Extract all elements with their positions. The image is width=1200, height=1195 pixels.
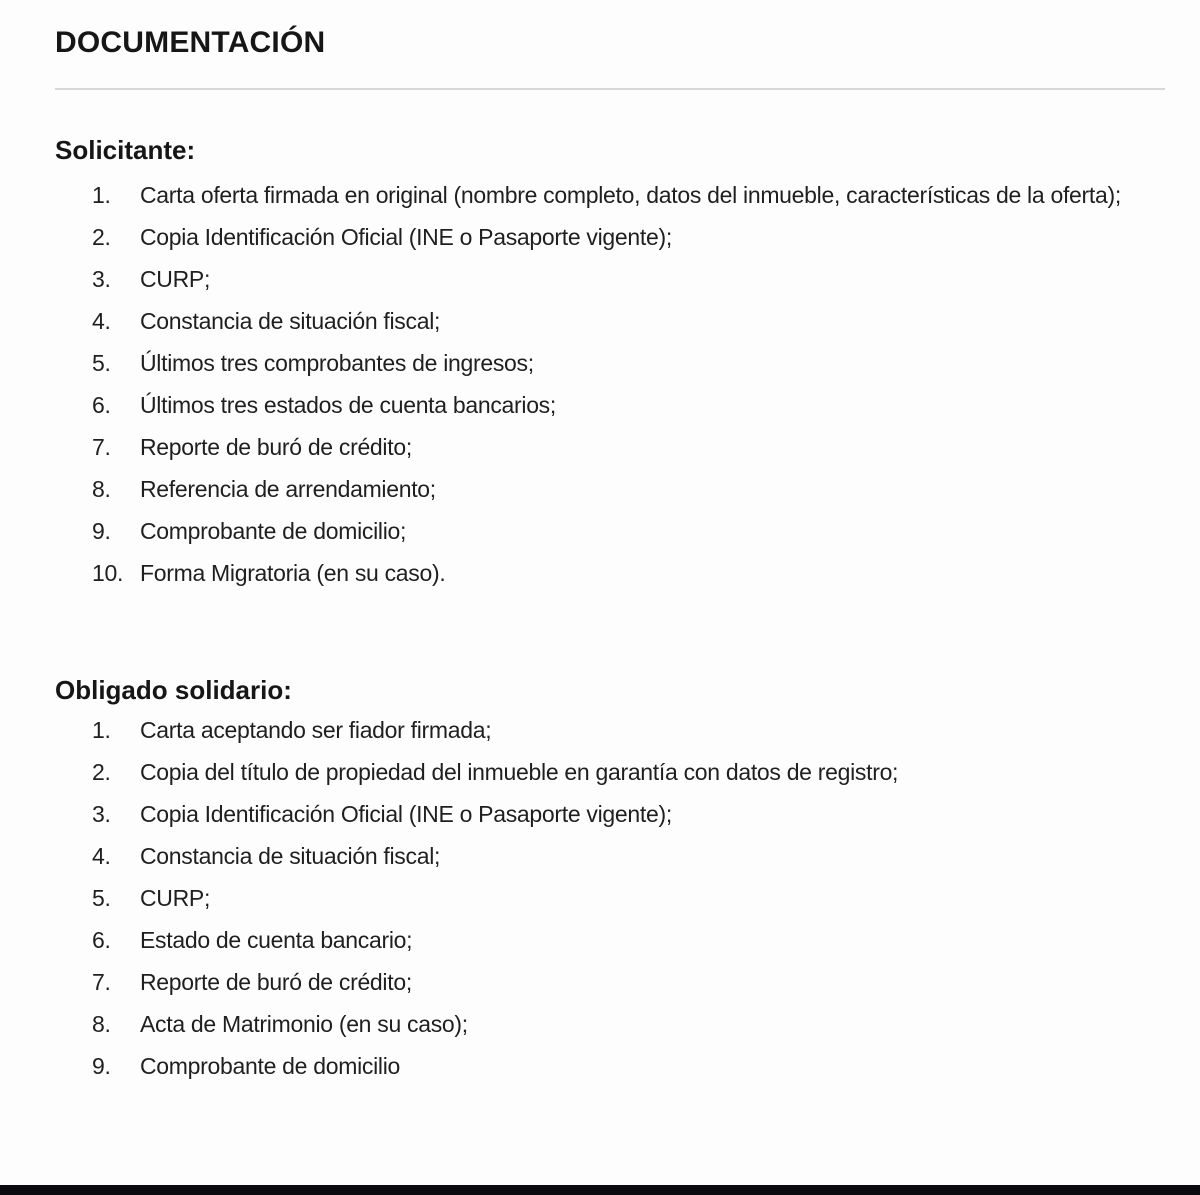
list-item-text: Carta aceptando ser fiador firmada;: [140, 717, 492, 743]
list-item-number: 8.: [92, 476, 111, 502]
list-item-number: 1.: [92, 182, 111, 208]
list-item-text: CURP;: [140, 885, 211, 911]
list-item-number: 5.: [92, 350, 111, 376]
list-item-text: Comprobante de domicilio: [140, 1053, 400, 1079]
list-item-number: 3.: [92, 266, 111, 292]
list-item-number: 9.: [92, 518, 111, 544]
list-item-number: 5.: [92, 885, 111, 911]
list-item: [92, 216, 1155, 258]
list-item-number: 4.: [92, 843, 111, 869]
list-item: [92, 426, 1155, 468]
list-item-text: CURP;: [140, 266, 211, 292]
list-item-text: Reporte de buró de crédito;: [140, 969, 412, 995]
list-item-number: 8.: [92, 1011, 111, 1037]
list-item: [92, 709, 1155, 751]
list-item: [92, 793, 1155, 835]
list-item-text: Acta de Matrimonio (en su caso);: [140, 1011, 468, 1037]
list-item-text: Forma Migratoria (en su caso).: [140, 560, 446, 586]
page-title: DOCUMENTACIÓN: [55, 26, 326, 59]
list-item-number: 6.: [92, 392, 111, 418]
list-item-number: 10.: [92, 560, 124, 586]
list-item: [92, 510, 1155, 552]
list-item-text: Copia Identificación Oficial (INE o Pasaporte vigente);: [140, 801, 672, 827]
list-item-number: 4.: [92, 308, 111, 334]
list-item: [92, 468, 1155, 510]
list-item-text: Carta oferta firmada en original (nombre completo, datos del inmueble, características de la oferta);: [140, 182, 1121, 208]
list-item-text: Copia del título de propiedad del inmueble en garantía con datos de registro;: [140, 759, 899, 785]
list-item: [92, 300, 1155, 342]
list-item-text: Constancia de situación fiscal;: [140, 308, 441, 334]
bottom-bar: [0, 1185, 1200, 1195]
list-item: [92, 174, 1155, 216]
list-item-text: Últimos tres estados de cuenta bancarios;: [140, 392, 556, 418]
title-divider: [55, 88, 1165, 90]
list-item-text: Copia Identificación Oficial (INE o Pasaporte vigente);: [140, 224, 672, 250]
list-item: [92, 384, 1155, 426]
list-item: [92, 258, 1155, 300]
list-item: [92, 552, 1155, 594]
list-item: [92, 835, 1155, 877]
list-item-text: Últimos tres comprobantes de ingresos;: [140, 350, 534, 376]
list-item-number: 1.: [92, 717, 111, 743]
section-heading-solicitante: Solicitante:: [55, 135, 196, 165]
section-heading-obligado-solidario: Obligado solidario:: [55, 675, 292, 705]
list-item: [92, 751, 1155, 793]
solicitante-list: [92, 174, 1155, 594]
list-item: [92, 1045, 1155, 1087]
obligado-solidario-list: [92, 709, 1155, 1087]
list-item-text: Referencia de arrendamiento;: [140, 476, 436, 502]
list-item: [92, 877, 1155, 919]
list-item-text: Constancia de situación fiscal;: [140, 843, 441, 869]
list-item-number: 7.: [92, 969, 111, 995]
list-item: [92, 961, 1155, 1003]
list-item: [92, 342, 1155, 384]
list-item-number: 3.: [92, 801, 111, 827]
list-item-number: 9.: [92, 1053, 111, 1079]
list-item: [92, 919, 1155, 961]
list-item-number: 2.: [92, 759, 111, 785]
list-item-text: Comprobante de domicilio;: [140, 518, 407, 544]
list-item-number: 6.: [92, 927, 111, 953]
list-item-number: 7.: [92, 434, 111, 460]
list-item-text: Estado de cuenta bancario;: [140, 927, 413, 953]
list-item-text: Reporte de buró de crédito;: [140, 434, 412, 460]
list-item-number: 2.: [92, 224, 111, 250]
list-item: [92, 1003, 1155, 1045]
